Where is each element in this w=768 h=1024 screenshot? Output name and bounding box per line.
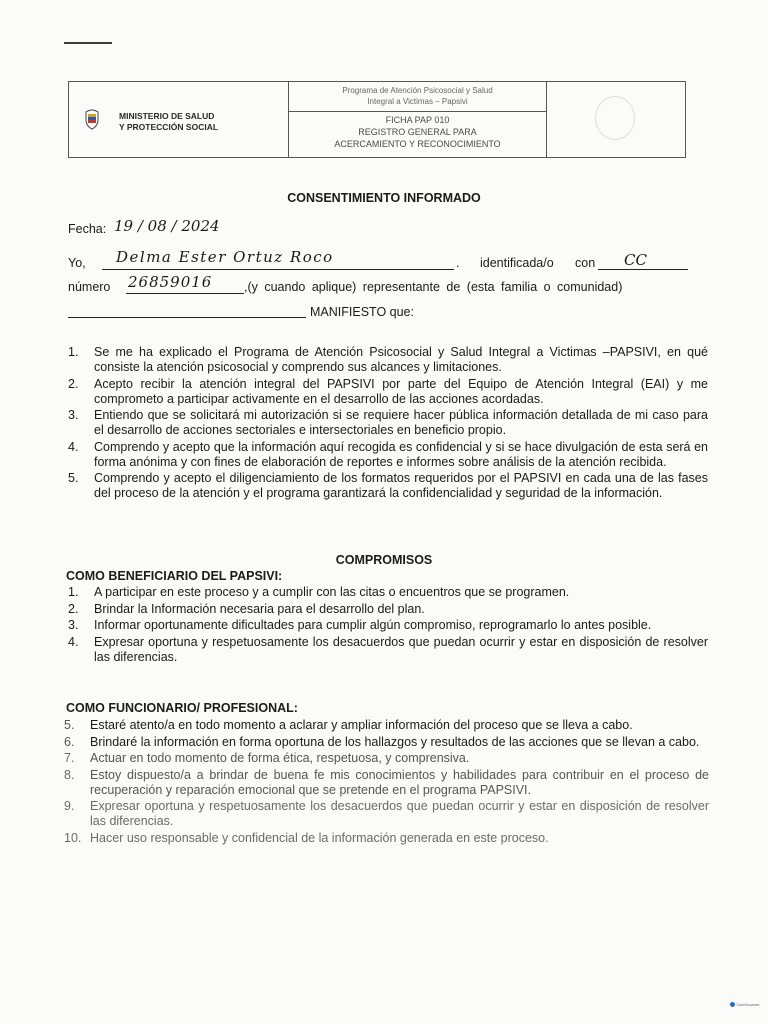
list-item: 2. Brindar la Información necesaria para el desarrollo del plan. bbox=[68, 601, 425, 616]
ministry-name bbox=[119, 111, 289, 133]
list-item: 3. Informar oportunamente dificultades para cumplir algún compromiso, reprogramarlo lo antes posible. bbox=[68, 618, 652, 632]
program-cell bbox=[289, 82, 547, 157]
name-underline bbox=[102, 269, 454, 270]
scanner-badge bbox=[728, 1002, 762, 1020]
list-item: 5. Comprendo y acepto el diligenciamiento de los formatos requeridos por el PAPSIVI en cada una de las fases del proceso de la atención y el programa garantizará la confidencialidad y seguridad de la información. bbox=[68, 471, 708, 500]
manifiesto-label: MANIFIESTO que: bbox=[310, 305, 414, 319]
list-item: 6. Brindaré la información en forma oportuna de los hallazgos y resultados de las acciones que se llevan a cabo. bbox=[64, 734, 700, 749]
name-value: Delma Ester Ortuz Roco bbox=[116, 248, 334, 266]
yo-period: . bbox=[456, 256, 460, 270]
list-item: 3. Entiendo que se solicitará mi autorización si se requiere hacer pública información detallada de mi caso para el desarrollo de acciones sectoriales e intersectoriales en beneficio propio. bbox=[68, 408, 708, 437]
yo-label: Yo, bbox=[68, 256, 86, 270]
colombia-crest-icon bbox=[83, 108, 101, 130]
document-title: CONSENTIMIENTO INFORMADO bbox=[287, 191, 481, 205]
fecha-value: 19 / 08 / 2024 bbox=[114, 217, 220, 235]
numero-label: número bbox=[68, 280, 111, 294]
compromisos-title: COMPROMISOS bbox=[335, 553, 433, 567]
scanner-badge-label: CamScanner bbox=[736, 1002, 760, 1007]
funcionario-heading: COMO FUNCIONARIO/ PROFESIONAL: bbox=[66, 701, 298, 715]
program-name bbox=[289, 82, 546, 112]
logo-seal-icon bbox=[595, 96, 635, 140]
doc-type-value: CC bbox=[624, 251, 647, 269]
numero-value: 26859016 bbox=[128, 273, 213, 291]
list-item: 4. Expresar oportuna y respetuosamente los desacuerdos que puedan ocurrir y estar en disposición de resolver las diferencias. bbox=[68, 634, 708, 664]
list-item: 10. Hacer uso responsable y confidencial de la información generada en este proceso. bbox=[64, 830, 549, 845]
ministry-name-line1: MINISTERIO DE SALUD bbox=[119, 111, 215, 121]
beneficiario-list bbox=[68, 585, 708, 666]
list-item: 9. Expresar oportuna y respetuosamente los desacuerdos que puedan ocurrir y estar en disposición de resolver las diferencias. bbox=[64, 799, 709, 828]
identificada-label: identificada/o bbox=[480, 256, 554, 270]
ministry-name-line2: Y PROTECCIÓN SOCIAL bbox=[119, 122, 219, 132]
form-code: FICHA PAP 010 bbox=[385, 115, 450, 125]
funcionario-list bbox=[64, 718, 709, 847]
list-item: 4. Comprendo y acepto que la información aquí recogida es confidencial y si se hace divulgación de esta será en forma anónima y con fines de elaboración de reportes e informes sobre análisis de la atención recibida. bbox=[68, 439, 708, 469]
form-title-line2: ACERCAMIENTO Y RECONOCIMIENTO bbox=[334, 139, 501, 149]
scanner-logo-icon bbox=[730, 1002, 735, 1007]
form-title-line1: REGISTRO GENERAL PARA bbox=[358, 127, 477, 137]
page-corner-mark bbox=[64, 42, 112, 44]
con-label: con bbox=[575, 256, 596, 270]
list-item: 1. A participar en este proceso y a cumplir con las citas o encuentros que se programen. bbox=[68, 585, 570, 599]
list-item: 8. Estoy dispuesto/a a brindar de buena fe mis conocimientos y habilidades para contribuir en el proceso de recuperación y reparación emocional que se pretende en el programa PAPSIVI. bbox=[64, 767, 709, 797]
form-identifier bbox=[289, 112, 546, 150]
ministry-cell bbox=[69, 82, 289, 157]
document-header bbox=[68, 81, 686, 158]
numero-underline bbox=[126, 293, 244, 294]
statements-list bbox=[68, 345, 708, 503]
program-name-line1: Programa de Atención Psicosocial y Salud bbox=[342, 86, 493, 95]
representante-underline bbox=[68, 317, 306, 318]
list-item: 1. Se me ha explicado el Programa de Atención Psicosocial y Salud Integral a Victimas –PAPSIVI, en qué consiste la atención psicosocial y comprendo sus alcances y limitaciones. bbox=[68, 345, 708, 374]
fecha-label: Fecha: bbox=[68, 222, 107, 236]
program-name-line2: Integral a Victimas – Papsivi bbox=[367, 97, 468, 106]
beneficiario-heading: COMO BENEFICIARIO DEL PAPSIVI: bbox=[66, 569, 283, 583]
list-item: 2. Acepto recibir la atención integral del PAPSIVI por parte del Equipo de Atención Integral (EAI) y me comprometo a participar activamente en el desarrollo de las acciones acordadas. bbox=[68, 376, 708, 406]
list-item: 5. Estaré atento/a en todo momento a aclarar y ampliar información del proceso que se lleva a cabo. bbox=[64, 718, 633, 732]
list-item: 7. Actuar en todo momento de forma ética, respetuosa, y comprensiva. bbox=[64, 751, 470, 765]
representante-text: ,(y cuando aplique) representante de (esta familia o comunidad) bbox=[244, 280, 623, 294]
doc-type-underline bbox=[598, 269, 688, 270]
logo-cell bbox=[547, 82, 687, 157]
